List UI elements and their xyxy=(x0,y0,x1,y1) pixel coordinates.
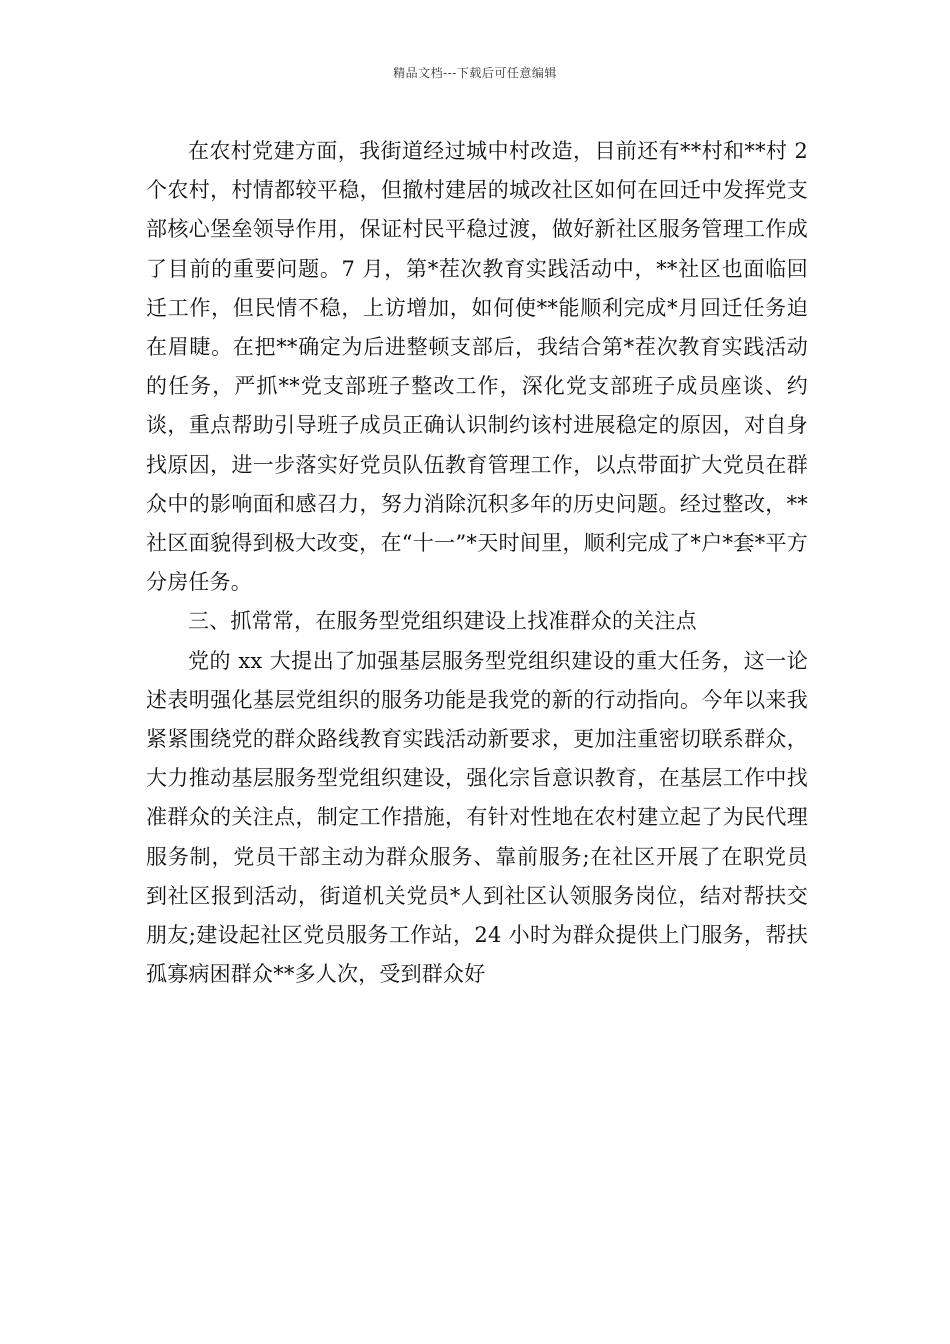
document-body xyxy=(146,132,808,994)
section-heading-three: 三、抓常常，在服务型党组织建设上找准群众的关注点 xyxy=(188,609,697,634)
page-header: 精品文档---下载后可任意编辑 xyxy=(393,66,557,80)
paragraph-service-party-organization: 党的 xx 大提出了加强基层服务型党组织建设的重大任务，这一论述表明强化基层党组织的服务功能是我党的新的行动指向。今年以来我紧紧围绕党的群众路线教育实践活动新要求，更加注重密切联系群众，大力推动基层服务型党组织建设，强化宗旨意识教育，在基层工作中找准群众的关注点，制定工作措施，有针对性地在农村建立起了为民代理服务制，党员干部主动为群众服务、靠前服务;在社区开展了在职党员到社区报到活动，街道机关党员*人到社区认领服务岗位，结对帮扶交朋友;建设起社区党员服务工作站，24 小时为群众提供上门服务，帮扶孤寡病困群众**多人次，受到群众好 xyxy=(146,648,808,987)
paragraph-rural-party-building: 在农村党建方面，我街道经过城中村改造，目前还有**村和**村 2 个农村，村情都较平稳，但撤村建居的城改社区如何在回迁中发挥党支部核心堡垒领导作用，保证村民平稳过渡，做好新社区服务管理工作成了目前的重要问题。7 月，第*茬次教育实践活动中，**社区也面临回迁工作，但民情不稳，上访增加，如何使**能顺利完成*月回迁任务迫在眉睫。在把**确定为后进整顿支部后，我结合第*茬次教育实践活动的任务，严抓**党支部班子整改工作，深化党支部班子成员座谈、约谈，重点帮助引导班子成员正确认识制约该村进展稳定的原因，对自身找原因，进一步落实好党员队伍教育管理工作，以点带面扩大党员在群众中的影响面和感召力，努力消除沉积多年的历史问题。经过整改，**社区面貌得到极大改变，在“十一”*天时间里，顺利完成了*户*套*平方分房任务。 xyxy=(146,139,808,595)
